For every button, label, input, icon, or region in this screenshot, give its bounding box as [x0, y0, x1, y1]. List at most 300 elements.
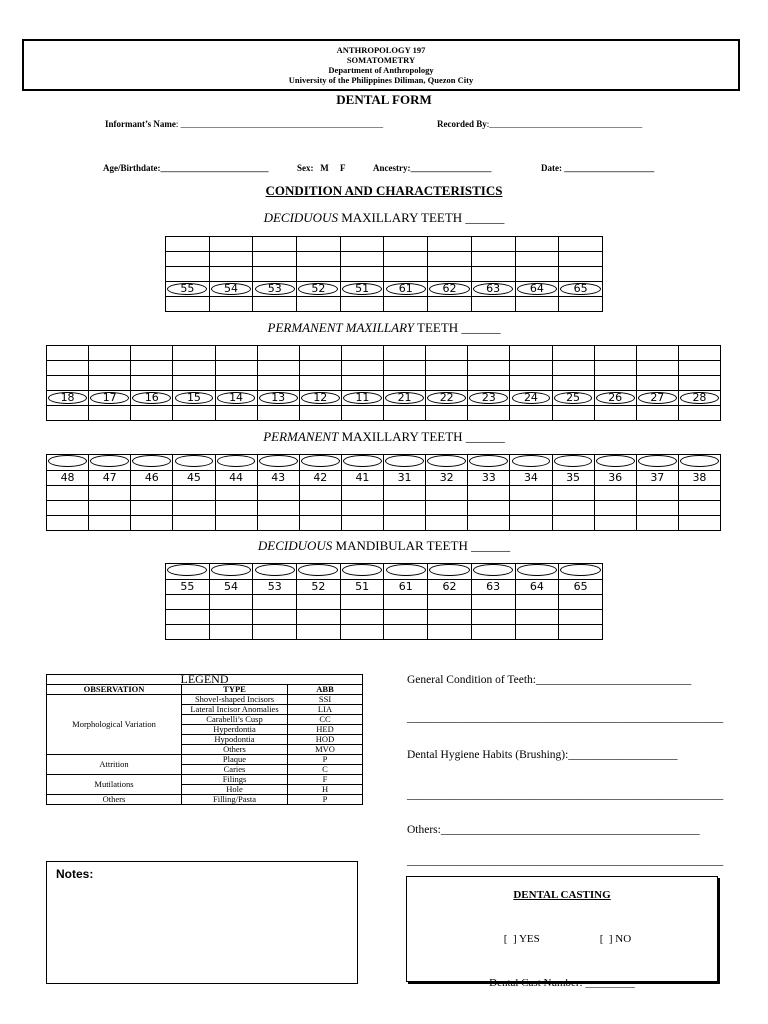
- condition-cell[interactable]: [515, 252, 559, 267]
- condition-cell[interactable]: [340, 237, 384, 252]
- condition-cell[interactable]: [515, 297, 559, 312]
- condition-cell[interactable]: [678, 501, 720, 516]
- condition-cell[interactable]: [636, 501, 678, 516]
- condition-cell[interactable]: [297, 625, 341, 640]
- tooth-number: 61: [398, 580, 413, 593]
- age-field[interactable]: Age/Birthdate:________________________: [103, 163, 269, 173]
- condition-cell[interactable]: [47, 376, 89, 391]
- condition-cell[interactable]: [384, 237, 428, 252]
- condition-cell[interactable]: [468, 346, 510, 361]
- condition-cell[interactable]: [426, 361, 468, 376]
- tooth-oval-cell[interactable]: [515, 564, 559, 580]
- condition-cell[interactable]: [297, 237, 341, 252]
- condition-cell[interactable]: [209, 610, 253, 625]
- condition-cell[interactable]: [384, 252, 428, 267]
- condition-cell[interactable]: [340, 610, 384, 625]
- tooth-number-cell[interactable]: [428, 580, 472, 595]
- condition-cell[interactable]: [428, 237, 472, 252]
- condition-cell[interactable]: [559, 625, 603, 640]
- tooth-oval-cell[interactable]: [257, 391, 299, 406]
- tooth-number-cell[interactable]: [257, 471, 299, 486]
- legend-group-morph: Morphological Variation: [47, 695, 182, 755]
- condition-cell[interactable]: [559, 595, 603, 610]
- tooth-oval-cell[interactable]: [428, 564, 472, 580]
- condition-cell[interactable]: [166, 610, 210, 625]
- condition-cell[interactable]: [471, 297, 515, 312]
- condition-cell[interactable]: [594, 516, 636, 531]
- tooth-number-cell[interactable]: [89, 471, 131, 486]
- condition-cell[interactable]: [173, 486, 215, 501]
- condition-cell[interactable]: [471, 237, 515, 252]
- tooth-oval-cell[interactable]: [515, 282, 559, 297]
- condition-cell[interactable]: [253, 267, 297, 282]
- hygiene-field[interactable]: Dental Hygiene Habits (Brushing):___________________: [407, 749, 678, 761]
- condition-cell[interactable]: [510, 376, 552, 391]
- condition-cell[interactable]: [166, 237, 210, 252]
- condition-cell[interactable]: [215, 376, 257, 391]
- condition-cell[interactable]: [426, 406, 468, 421]
- others-field[interactable]: Others:_____________________________________________: [407, 824, 700, 836]
- condition-cell[interactable]: [384, 361, 426, 376]
- tooth-oval-cell[interactable]: [47, 455, 89, 471]
- condition-cell[interactable]: [215, 486, 257, 501]
- tooth-number-cell[interactable]: [166, 580, 210, 595]
- condition-cell[interactable]: [384, 486, 426, 501]
- tooth-oval: [680, 455, 719, 467]
- condition-cell[interactable]: [47, 486, 89, 501]
- tooth-oval-cell[interactable]: [341, 455, 383, 471]
- tooth-number-cell[interactable]: [384, 471, 426, 486]
- condition-cell[interactable]: [510, 361, 552, 376]
- tooth-number-cell[interactable]: [131, 471, 173, 486]
- condition-cell[interactable]: [594, 406, 636, 421]
- condition-cell[interactable]: [341, 516, 383, 531]
- tooth-oval-cell[interactable]: [131, 455, 173, 471]
- condition-cell[interactable]: [552, 501, 594, 516]
- tooth-oval: [638, 455, 677, 467]
- condition-cell[interactable]: [215, 501, 257, 516]
- condition-cell[interactable]: [253, 625, 297, 640]
- tooth-oval-cell[interactable]: [471, 564, 515, 580]
- tooth-oval-cell[interactable]: [636, 391, 678, 406]
- dec-mand-label: DECIDUOUS MANDIBULAR TEETH ______: [257, 538, 511, 553]
- condition-cell[interactable]: [299, 501, 341, 516]
- tooth-number-cell[interactable]: [552, 471, 594, 486]
- tooth-oval: [429, 564, 469, 576]
- condition-cell[interactable]: [426, 346, 468, 361]
- condition-cell[interactable]: [166, 267, 210, 282]
- condition-cell[interactable]: [89, 361, 131, 376]
- tooth-number-cell[interactable]: [594, 471, 636, 486]
- subject-name: SOMATOMETRY: [346, 55, 416, 65]
- condition-cell[interactable]: [166, 297, 210, 312]
- notes-box[interactable]: [46, 861, 358, 984]
- condition-cell[interactable]: [384, 297, 428, 312]
- tooth-number-cell[interactable]: [297, 580, 341, 595]
- condition-cell[interactable]: [297, 297, 341, 312]
- condition-cell[interactable]: [515, 267, 559, 282]
- condition-cell[interactable]: [209, 297, 253, 312]
- ancestry-field[interactable]: Ancestry:__________________: [373, 163, 492, 173]
- condition-cell[interactable]: [468, 486, 510, 501]
- casting-yes-checkbox[interactable]: [ ] YES: [503, 933, 540, 945]
- condition-cell[interactable]: [297, 610, 341, 625]
- condition-cell[interactable]: [552, 361, 594, 376]
- condition-cell[interactable]: [89, 501, 131, 516]
- condition-cell[interactable]: [340, 267, 384, 282]
- condition-cell[interactable]: [594, 486, 636, 501]
- tooth-oval: [175, 455, 214, 467]
- condition-cell[interactable]: [253, 297, 297, 312]
- condition-cell[interactable]: [515, 595, 559, 610]
- condition-cell[interactable]: [384, 346, 426, 361]
- date-field[interactable]: Date: ____________________: [541, 163, 655, 173]
- condition-cell[interactable]: [131, 346, 173, 361]
- tooth-oval-cell[interactable]: [257, 455, 299, 471]
- tooth-oval-cell[interactable]: [594, 455, 636, 471]
- condition-cell[interactable]: [428, 595, 472, 610]
- condition-cell[interactable]: [209, 625, 253, 640]
- condition-cell[interactable]: [89, 486, 131, 501]
- tooth-oval-cell[interactable]: [209, 564, 253, 580]
- condition-cell[interactable]: [253, 252, 297, 267]
- tooth-number-cell[interactable]: [468, 471, 510, 486]
- condition-cell[interactable]: [636, 346, 678, 361]
- tooth-oval-cell[interactable]: [468, 391, 510, 406]
- tooth-oval: [211, 564, 251, 576]
- tooth-oval-cell[interactable]: [299, 391, 341, 406]
- condition-cell[interactable]: [257, 501, 299, 516]
- condition-cell[interactable]: [510, 516, 552, 531]
- condition-cell[interactable]: [297, 267, 341, 282]
- tooth-oval-cell[interactable]: [510, 455, 552, 471]
- condition-cell[interactable]: [340, 595, 384, 610]
- condition-cell[interactable]: [47, 406, 89, 421]
- condition-cell[interactable]: [594, 376, 636, 391]
- condition-cell[interactable]: [471, 252, 515, 267]
- condition-cell[interactable]: [559, 610, 603, 625]
- condition-cell[interactable]: [257, 516, 299, 531]
- condition-cell[interactable]: [510, 501, 552, 516]
- tooth-oval-cell[interactable]: [636, 455, 678, 471]
- tooth-oval-cell[interactable]: [215, 391, 257, 406]
- condition-cell[interactable]: [468, 516, 510, 531]
- tooth-number-cell[interactable]: [384, 580, 428, 595]
- tooth-oval-cell[interactable]: [559, 564, 603, 580]
- condition-cell[interactable]: [428, 252, 472, 267]
- tooth-number-cell[interactable]: [636, 471, 678, 486]
- condition-cell[interactable]: [471, 267, 515, 282]
- condition-cell[interactable]: [299, 376, 341, 391]
- legend-abb: P: [288, 755, 363, 765]
- tooth-oval-cell[interactable]: [471, 282, 515, 297]
- condition-cell[interactable]: [166, 625, 210, 640]
- condition-cell[interactable]: [594, 501, 636, 516]
- tooth-oval-cell[interactable]: [89, 391, 131, 406]
- condition-cell[interactable]: [468, 376, 510, 391]
- tooth-number-cell[interactable]: [510, 471, 552, 486]
- condition-cell[interactable]: [559, 297, 603, 312]
- tooth-oval-cell[interactable]: [173, 391, 215, 406]
- condition-cell[interactable]: [636, 376, 678, 391]
- tooth-oval-cell[interactable]: [559, 282, 603, 297]
- condition-cell[interactable]: [468, 406, 510, 421]
- tooth-oval-cell[interactable]: [341, 391, 383, 406]
- condition-cell[interactable]: [510, 486, 552, 501]
- tooth-oval-cell[interactable]: [468, 455, 510, 471]
- cast-number-field[interactable]: Dental Cast Number: _________: [489, 977, 635, 989]
- condition-cell[interactable]: [253, 237, 297, 252]
- condition-cell[interactable]: [209, 252, 253, 267]
- condition-cell[interactable]: [341, 406, 383, 421]
- condition-cell[interactable]: [47, 501, 89, 516]
- condition-cell[interactable]: [341, 486, 383, 501]
- condition-cell[interactable]: [428, 267, 472, 282]
- condition-cell[interactable]: [468, 501, 510, 516]
- tooth-number-cell[interactable]: [173, 471, 215, 486]
- tooth-oval-cell[interactable]: [215, 455, 257, 471]
- condition-cell[interactable]: [131, 516, 173, 531]
- condition-cell[interactable]: [384, 267, 428, 282]
- tooth-number: 61: [386, 283, 426, 295]
- condition-cell[interactable]: [257, 361, 299, 376]
- tooth-oval-cell[interactable]: [384, 564, 428, 580]
- condition-cell[interactable]: [297, 595, 341, 610]
- condition-cell[interactable]: [426, 516, 468, 531]
- tooth-oval-cell[interactable]: [47, 391, 89, 406]
- grid-row: [166, 252, 603, 267]
- condition-cell[interactable]: [166, 595, 210, 610]
- condition-cell[interactable]: [384, 406, 426, 421]
- general-condition-field[interactable]: General Condition of Teeth:___________________________: [407, 674, 692, 686]
- condition-cell[interactable]: [636, 361, 678, 376]
- condition-cell[interactable]: [428, 297, 472, 312]
- condition-cell[interactable]: [678, 486, 720, 501]
- condition-cell[interactable]: [559, 252, 603, 267]
- sex-field[interactable]: Sex: M F: [297, 163, 346, 173]
- condition-cell[interactable]: [173, 516, 215, 531]
- tooth-number-cell[interactable]: [559, 580, 603, 595]
- tooth-number-cell[interactable]: [299, 471, 341, 486]
- casting-no-checkbox[interactable]: [ ] NO: [599, 933, 632, 945]
- tooth-number-cell[interactable]: [426, 471, 468, 486]
- tooth-oval: [560, 564, 600, 576]
- condition-cell[interactable]: [636, 486, 678, 501]
- condition-cell[interactable]: [426, 501, 468, 516]
- condition-cell[interactable]: [215, 516, 257, 531]
- tooth-number-cell[interactable]: [341, 471, 383, 486]
- condition-cell[interactable]: [215, 346, 257, 361]
- condition-cell[interactable]: [594, 346, 636, 361]
- condition-cell[interactable]: [384, 595, 428, 610]
- tooth-oval-cell[interactable]: [209, 282, 253, 297]
- tooth-oval-cell[interactable]: [552, 455, 594, 471]
- condition-cell[interactable]: [47, 361, 89, 376]
- condition-cell[interactable]: [89, 406, 131, 421]
- tooth-oval-cell[interactable]: [510, 391, 552, 406]
- grid-row: [47, 501, 721, 516]
- condition-cell[interactable]: [299, 346, 341, 361]
- condition-cell[interactable]: [428, 610, 472, 625]
- tooth-number: 34: [523, 471, 538, 484]
- grid-row: [166, 580, 603, 595]
- tooth-oval-cell[interactable]: [131, 391, 173, 406]
- condition-cell[interactable]: [299, 486, 341, 501]
- condition-cell[interactable]: [131, 406, 173, 421]
- condition-cell[interactable]: [552, 346, 594, 361]
- condition-cell[interactable]: [678, 516, 720, 531]
- condition-cell[interactable]: [341, 361, 383, 376]
- condition-cell[interactable]: [678, 346, 720, 361]
- tooth-oval-cell[interactable]: [340, 564, 384, 580]
- tooth-oval-cell[interactable]: [384, 391, 426, 406]
- condition-cell[interactable]: [552, 376, 594, 391]
- condition-cell[interactable]: [257, 376, 299, 391]
- condition-cell[interactable]: [89, 516, 131, 531]
- condition-cell[interactable]: [215, 361, 257, 376]
- tooth-number: 53: [267, 580, 282, 593]
- tooth-oval-cell[interactable]: [299, 455, 341, 471]
- legend-group-attrition: Attrition: [47, 755, 182, 775]
- tooth-number-cell[interactable]: [340, 580, 384, 595]
- tooth-oval-cell[interactable]: [678, 391, 720, 406]
- tooth-number-cell[interactable]: [471, 580, 515, 595]
- condition-cell[interactable]: [678, 376, 720, 391]
- condition-cell[interactable]: [299, 406, 341, 421]
- condition-cell[interactable]: [173, 361, 215, 376]
- condition-cell[interactable]: [426, 486, 468, 501]
- tooth-oval-cell[interactable]: [426, 455, 468, 471]
- condition-cell[interactable]: [253, 610, 297, 625]
- tooth-oval-cell[interactable]: [297, 282, 341, 297]
- tooth-oval: [596, 455, 635, 467]
- condition-cell[interactable]: [257, 406, 299, 421]
- tooth-oval-cell[interactable]: [166, 282, 210, 297]
- tooth-number-cell[interactable]: [253, 580, 297, 595]
- condition-cell[interactable]: [471, 595, 515, 610]
- condition-cell[interactable]: [173, 346, 215, 361]
- condition-cell[interactable]: [89, 346, 131, 361]
- condition-cell[interactable]: [131, 376, 173, 391]
- condition-cell[interactable]: [209, 595, 253, 610]
- tooth-number-cell[interactable]: [215, 471, 257, 486]
- hygiene-line[interactable]: _______________________________________________________: [407, 789, 724, 801]
- tooth-oval-cell[interactable]: [89, 455, 131, 471]
- condition-cell[interactable]: [209, 237, 253, 252]
- condition-cell[interactable]: [173, 376, 215, 391]
- condition-cell[interactable]: [510, 406, 552, 421]
- condition-cell[interactable]: [47, 516, 89, 531]
- tooth-oval-cell[interactable]: [297, 564, 341, 580]
- condition-cell[interactable]: [559, 267, 603, 282]
- tooth-number: 16: [132, 392, 171, 404]
- condition-cell[interactable]: [384, 610, 428, 625]
- condition-cell[interactable]: [299, 361, 341, 376]
- tooth-oval-cell[interactable]: [340, 282, 384, 297]
- condition-cell[interactable]: [678, 406, 720, 421]
- condition-cell[interactable]: [636, 406, 678, 421]
- tooth-oval-cell[interactable]: [166, 564, 210, 580]
- tooth-oval-cell[interactable]: [253, 282, 297, 297]
- condition-cell[interactable]: [510, 346, 552, 361]
- condition-cell[interactable]: [173, 501, 215, 516]
- condition-cell[interactable]: [552, 486, 594, 501]
- tooth-oval-cell[interactable]: [253, 564, 297, 580]
- condition-cell[interactable]: [515, 610, 559, 625]
- condition-cell[interactable]: [552, 516, 594, 531]
- condition-cell[interactable]: [471, 625, 515, 640]
- casting-title: DENTAL CASTING: [513, 889, 611, 901]
- tooth-number-cell[interactable]: [209, 580, 253, 595]
- condition-cell[interactable]: [341, 376, 383, 391]
- condition-cell[interactable]: [559, 237, 603, 252]
- tooth-oval-cell[interactable]: [426, 391, 468, 406]
- condition-cell[interactable]: [384, 501, 426, 516]
- condition-cell[interactable]: [428, 625, 472, 640]
- condition-cell[interactable]: [209, 267, 253, 282]
- tooth-number-cell[interactable]: [515, 580, 559, 595]
- condition-cell[interactable]: [89, 376, 131, 391]
- condition-cell[interactable]: [215, 406, 257, 421]
- tooth-number-cell[interactable]: [678, 471, 720, 486]
- tooth-number-cell[interactable]: [47, 471, 89, 486]
- tooth-oval-cell[interactable]: [678, 455, 720, 471]
- recorded-field[interactable]: [437, 119, 642, 129]
- tooth-number: 64: [529, 580, 544, 593]
- condition-cell[interactable]: [594, 361, 636, 376]
- condition-cell[interactable]: [47, 346, 89, 361]
- condition-cell[interactable]: [257, 486, 299, 501]
- general-condition-line[interactable]: _______________________________________________________: [407, 712, 724, 724]
- condition-cell[interactable]: [253, 595, 297, 610]
- condition-cell[interactable]: [340, 297, 384, 312]
- tooth-oval-cell[interactable]: [594, 391, 636, 406]
- tooth-number: 63: [486, 580, 501, 593]
- condition-cell[interactable]: [515, 625, 559, 640]
- condition-cell[interactable]: [341, 501, 383, 516]
- condition-cell[interactable]: [468, 361, 510, 376]
- tooth-oval-cell[interactable]: [428, 282, 472, 297]
- condition-cell[interactable]: [131, 501, 173, 516]
- condition-cell[interactable]: [636, 516, 678, 531]
- grid-row: [47, 406, 721, 421]
- condition-cell[interactable]: [515, 237, 559, 252]
- others-line[interactable]: _______________________________________________________: [407, 855, 724, 867]
- informant-field[interactable]: [105, 119, 383, 129]
- condition-cell[interactable]: [426, 376, 468, 391]
- condition-cell[interactable]: [471, 610, 515, 625]
- condition-cell[interactable]: [297, 252, 341, 267]
- condition-cell[interactable]: [257, 346, 299, 361]
- condition-cell[interactable]: [678, 361, 720, 376]
- condition-cell[interactable]: [384, 516, 426, 531]
- tooth-oval-cell[interactable]: [384, 455, 426, 471]
- condition-cell[interactable]: [552, 406, 594, 421]
- condition-cell[interactable]: [173, 406, 215, 421]
- condition-cell[interactable]: [299, 516, 341, 531]
- condition-cell[interactable]: [384, 376, 426, 391]
- condition-cell[interactable]: [384, 625, 428, 640]
- condition-cell[interactable]: [131, 361, 173, 376]
- condition-cell[interactable]: [341, 346, 383, 361]
- condition-cell[interactable]: [340, 252, 384, 267]
- condition-cell[interactable]: [131, 486, 173, 501]
- condition-cell[interactable]: [340, 625, 384, 640]
- tooth-oval-cell[interactable]: [552, 391, 594, 406]
- tooth-oval-cell[interactable]: [173, 455, 215, 471]
- condition-cell[interactable]: [166, 252, 210, 267]
- tooth-oval-cell[interactable]: [384, 282, 428, 297]
